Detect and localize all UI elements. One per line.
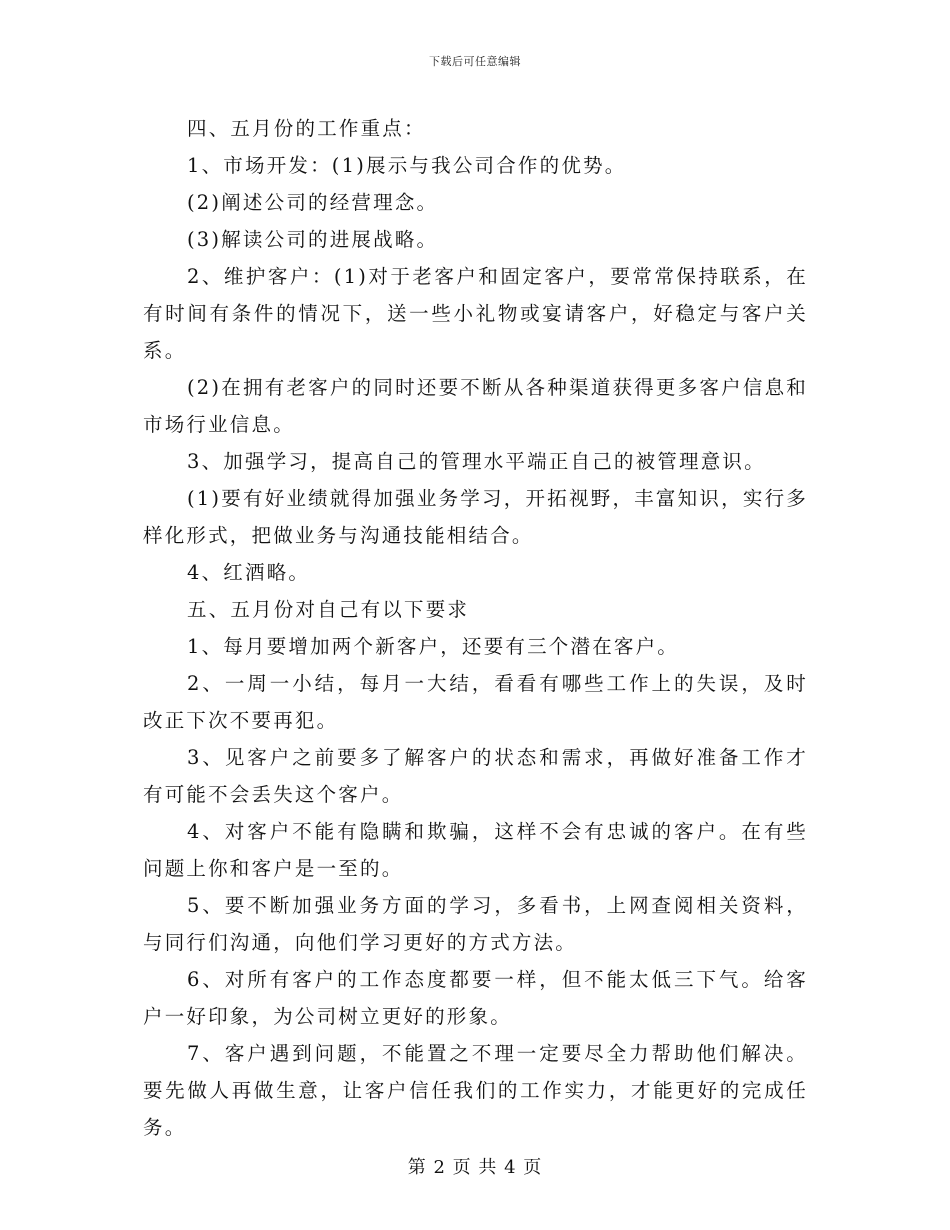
paragraph-business-philosophy: (2)阐述公司的经营理念。	[187, 191, 439, 214]
paragraph-business-study: (1)要有好业绩就得加强业务学习，开拓视野，丰富知识，实行多样化形式，把做业务与沟通技能相结合。	[143, 487, 808, 547]
section-heading-5: 五、五月份对自己有以下要求	[187, 598, 470, 621]
paragraph-requirement-3: 3、见客户之前要多了解客户的状态和需求，再做好准备工作才有可能不会丢失这个客户。	[143, 746, 808, 806]
paragraph-requirement-6: 6、对所有客户的工作态度都要一样，但不能太低三下气。给客户一好印象，为公司树立更好的形象。	[143, 968, 808, 1028]
paragraph-market-development: 1、市场开发：(1)展示与我公司合作的优势。	[187, 154, 627, 177]
paragraph-requirement-5: 5、要不断加强业务方面的学习，多看书，上网查阅相关资料，与同行们沟通，向他们学习更好的方式方法。	[143, 894, 808, 954]
paragraph-requirement-2: 2、一周一小结，每月一大结，看看有哪些工作上的失误，及时改正下次不要再犯。	[143, 672, 808, 732]
paragraph-development-strategy: (3)解读公司的进展战略。	[187, 228, 439, 251]
paragraph-customer-info: (2)在拥有老客户的同时还要不断从各种渠道获得更多客户信息和市场行业信息。	[143, 376, 808, 436]
document-body	[143, 110, 808, 1146]
paragraph-requirement-7: 7、客户遇到问题，不能置之不理一定要尽全力帮助他们解决。要先做人再做生意，让客户信任我们的工作实力，才能更好的完成任务。	[143, 1042, 808, 1139]
section-heading-4: 四、五月份的工作重点：	[187, 117, 426, 140]
paragraph-requirement-1: 1、每月要增加两个新客户，还要有三个潜在客户。	[187, 635, 680, 658]
paragraph-requirement-4: 4、对客户不能有隐瞒和欺骗，这样不会有忠诚的客户。在有些问题上你和客户是一至的。	[143, 820, 808, 880]
paragraph-strengthen-learning: 3、加强学习，提高自己的管理水平端正自己的被管理意识。	[187, 450, 766, 473]
paragraph-maintain-customers: 2、维护客户：(1)对于老客户和固定客户，要常常保持联系，在有时间有条件的情况下，送一些小礼物或宴请客户，好稳定与客户关系。	[143, 265, 808, 362]
paragraph-red-wine: 4、红酒略。	[187, 561, 311, 584]
header-note: 下载后可任意编辑	[429, 55, 521, 68]
page-number-footer: 第 2 页 共 4 页	[407, 1157, 543, 1178]
